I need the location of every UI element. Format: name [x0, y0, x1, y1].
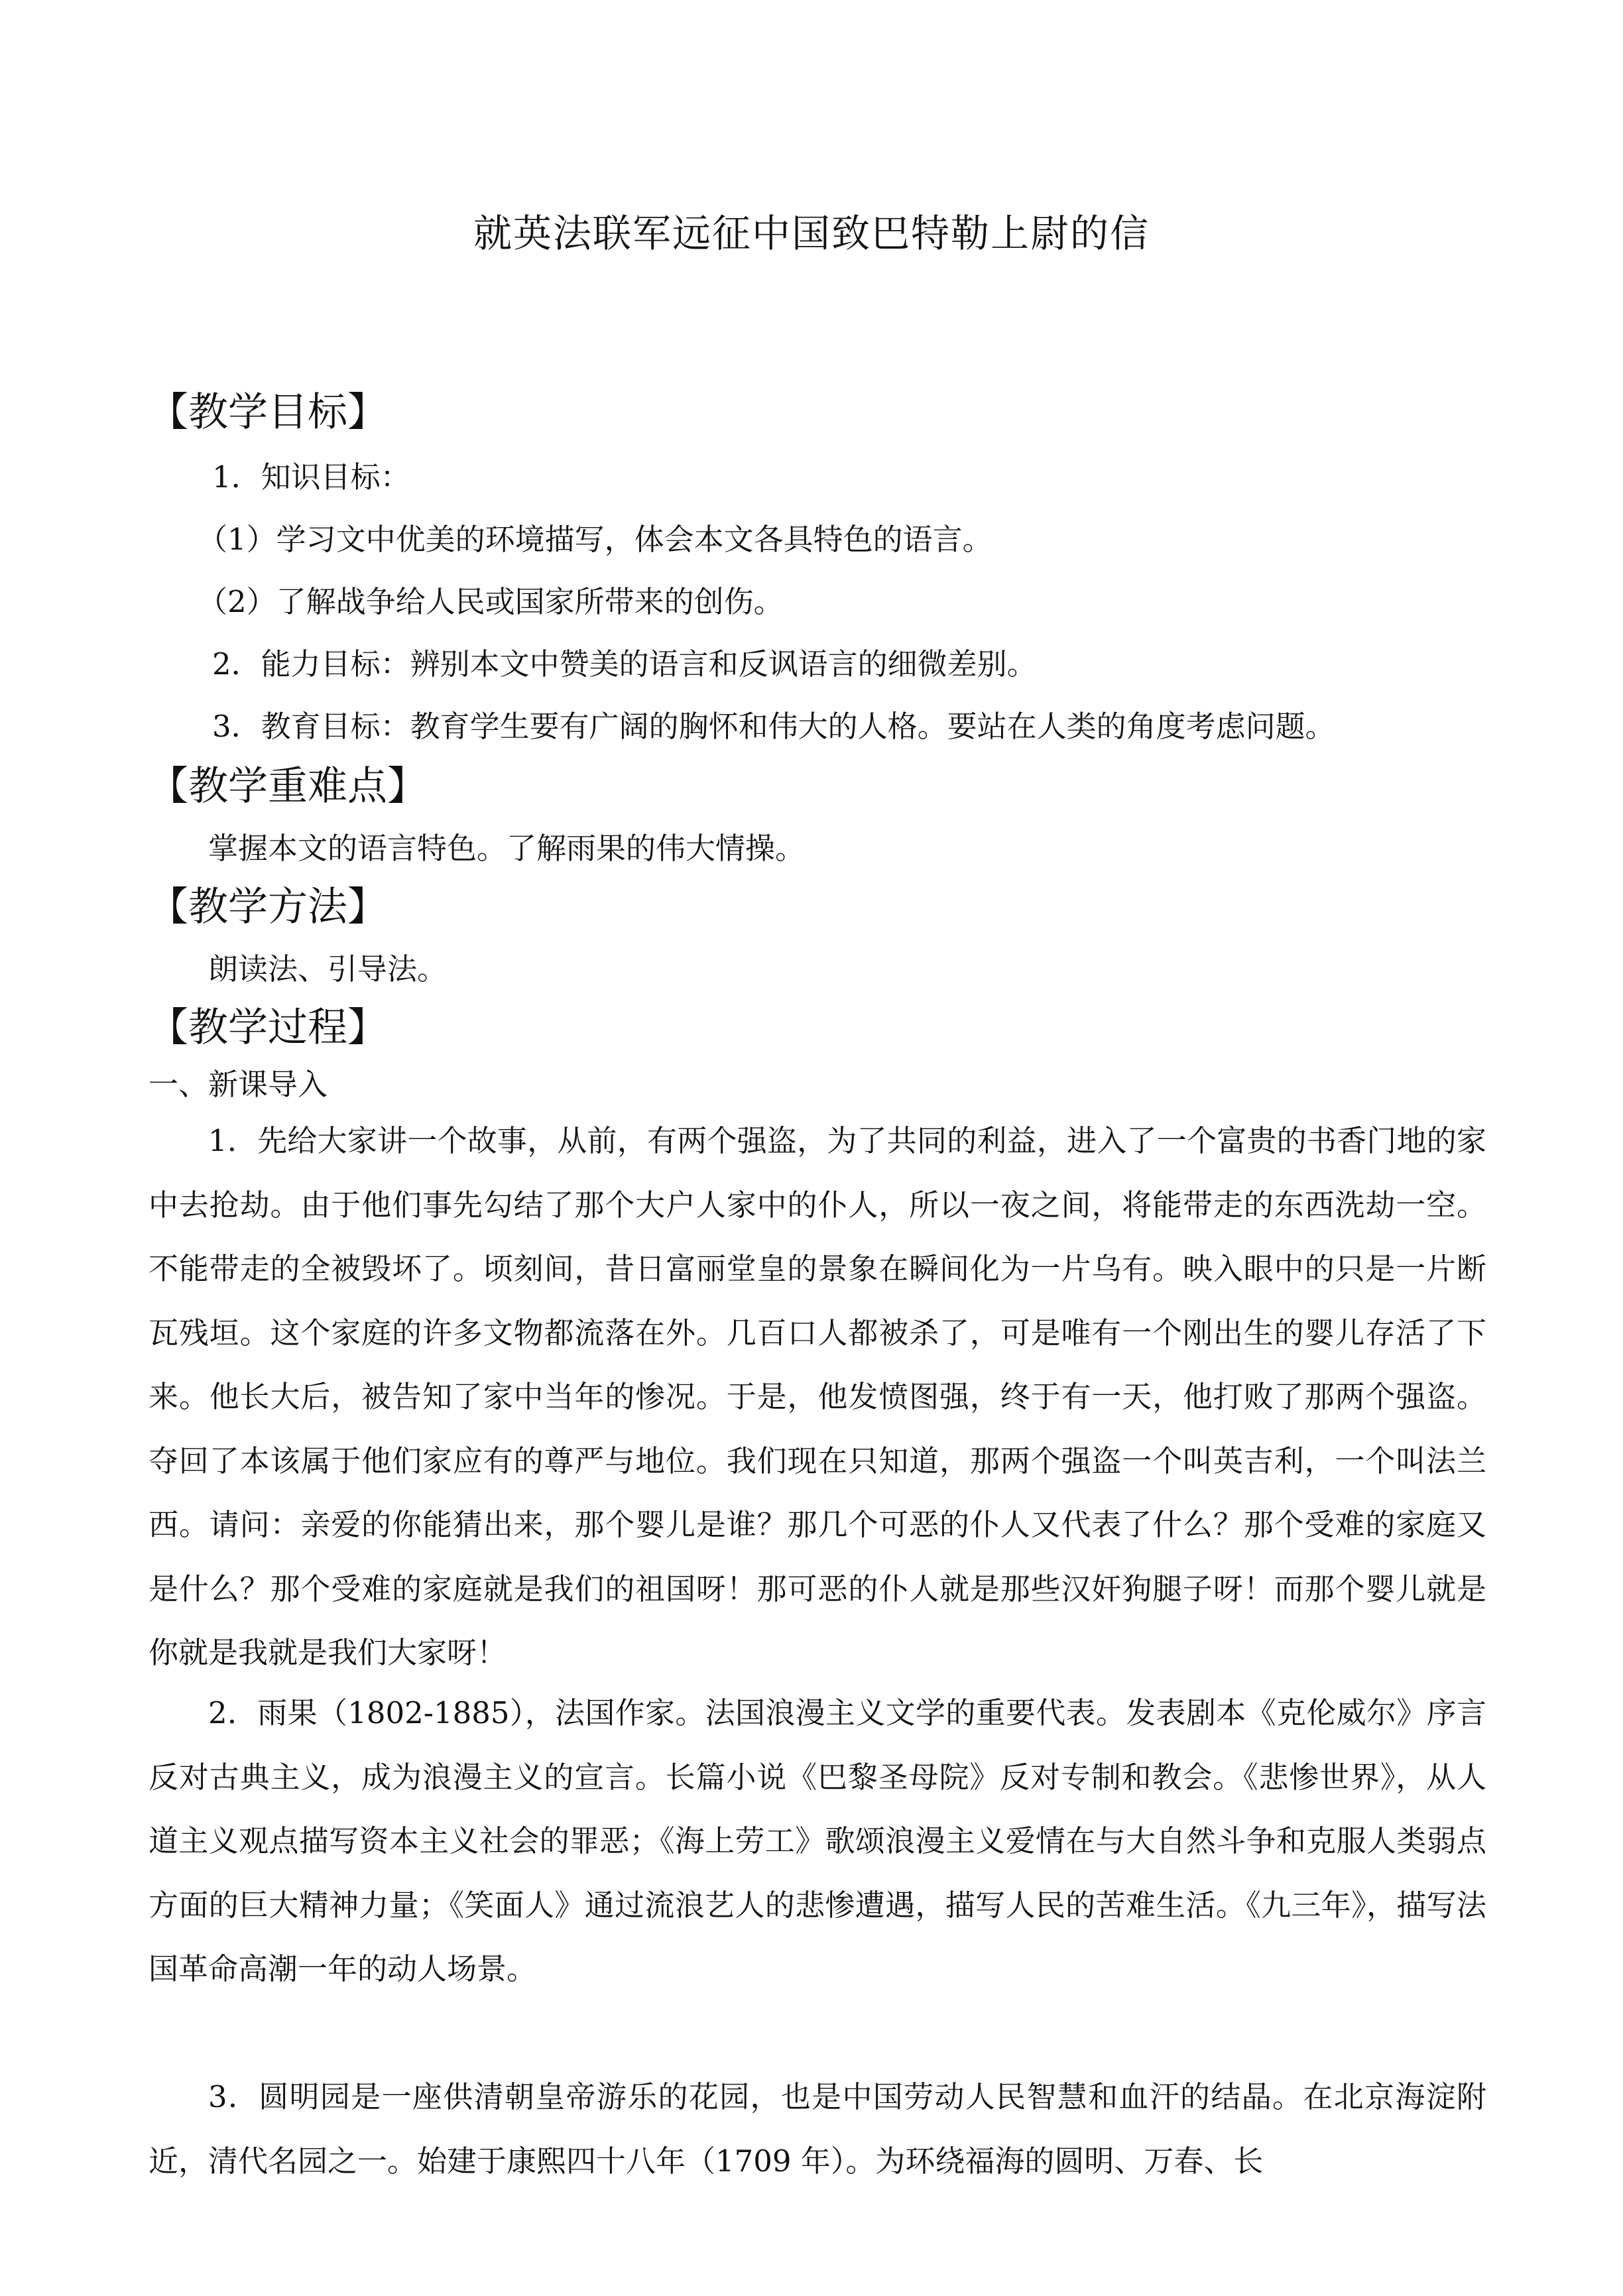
section-heading-process: 【教学过程】	[149, 1004, 387, 1051]
process-paragraph-1: 1．先给大家讲一个故事，从前，有两个强盗，为了共同的利益，进入了一个富贵的书香门地的家中去抢劫。由于他们事先勾结了那个大户人家中的仆人，所以一夜之间，将能带走的东西洗劫一空。不能带走的全被毁坏了。顷刻间，昔日富丽堂皇的景象在瞬间化为一片乌有。映入眼中的只是一片断瓦残垣。这个家庭的许多文物都流落在外。几百口人都被杀了，可是唯有一个刚出生的婴儿存活了下来。他长大后，被告知了家中当年的惨况。于是，他发愤图强，终于有一天，他打败了那两个强盗。夺回了本该属于他们家应有的尊严与地位。我们现在只知道，那两个强盗一个叫英吉利，一个叫法兰西。请问：亲爱的你能猜出来，那个婴儿是谁？那几个可恶的仆人又代表了什么？那个受难的家庭又是什么？那个受难的家庭就是我们的祖国呀！那可恶的仆人就是那些汉奸狗腿子呀！而那个婴儿就是你就是我就是我们大家呀！	[149, 1123, 1486, 1670]
process-subheading: 一、新课导入	[149, 1067, 328, 1102]
objective-item: （1）学习文中优美的环境描写，体会本文各具特色的语言。	[198, 522, 992, 557]
objective-item: 3．教育目标：教育学生要有广阔的胸怀和伟大的人格。要站在人类的角度考虑问题。	[212, 709, 1335, 744]
methods-text: 朗读法、引导法。	[208, 951, 448, 987]
key-points-text: 掌握本文的语言特色。了解雨果的伟大情操。	[208, 831, 806, 866]
process-paragraph-2: 2．雨果（1802-1885），法国作家。法国浪漫主义文学的重要代表。发表剧本《克伦威尔》序言反对古典主义，成为浪漫主义的宣言。长篇小说《巴黎圣母院》反对专制和教会。《悲惨世界》，从人道主义观点描写资本主义社会的罪恶；《海上劳工》歌颂浪漫主义爱情在与大自然斗争和克服人类弱点方面的巨大精神力量；《笑面人》通过流浪艺人的悲惨遭遇，描写人民的苦难生活。《九三年》，描写法国革命高潮一年的动人场景。	[149, 1695, 1486, 1986]
process-paragraph-3: 3．圆明园是一座供清朝皇帝游乐的花园，也是中国劳动人民智慧和血汗的结晶。在北京海淀附近，清代名园之一。始建于康熙四十八年（1709 年）。为环绕福海的圆明、万春、长	[149, 2079, 1486, 2179]
document-title: 就英法联军远征中国致巴特勒上尉的信	[473, 211, 1150, 256]
section-heading-key-points: 【教学重难点】	[149, 763, 427, 810]
objective-item: 1．知识目标：	[212, 459, 410, 495]
objective-item: 2．能力目标：辨别本文中赞美的语言和反讽语言的细微差别。	[212, 646, 1037, 682]
section-heading-objectives: 【教学目标】	[149, 389, 387, 436]
section-heading-methods: 【教学方法】	[149, 884, 387, 930]
objective-item: （2）了解战争给人民或国家所带来的创伤。	[198, 584, 784, 619]
